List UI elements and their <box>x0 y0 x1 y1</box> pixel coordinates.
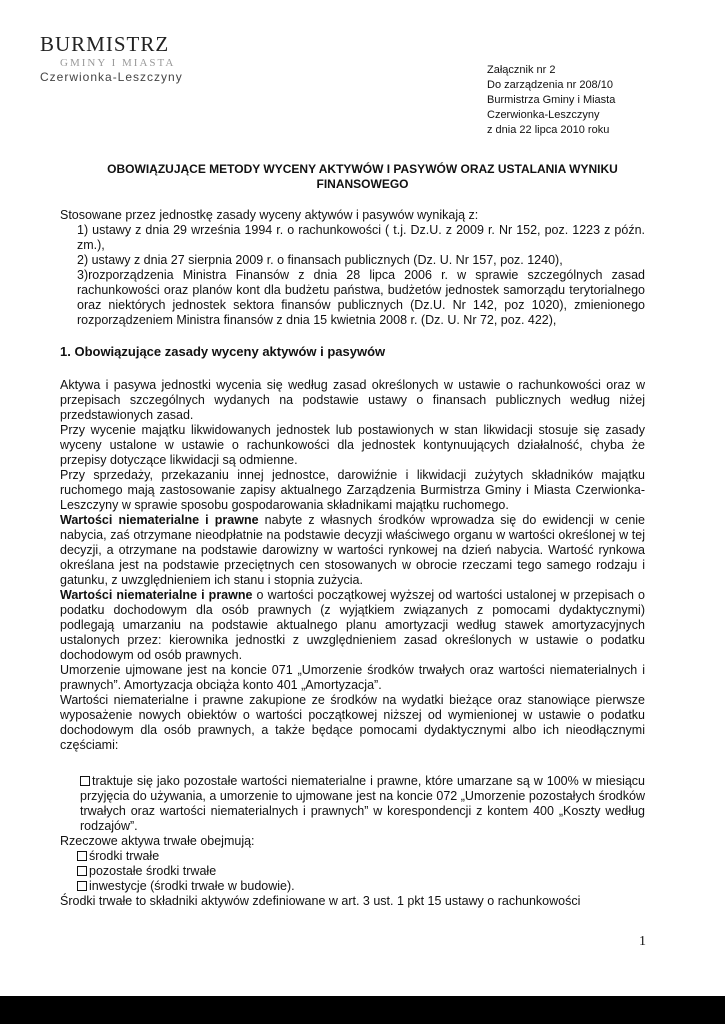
list-item <box>60 879 645 894</box>
annex-line: Do zarządzenia nr 208/10 <box>487 79 613 91</box>
document-body <box>60 208 645 909</box>
paragraph-text: traktuje się jako pozostałe wartości niematerialne i prawne, które umarzane są w 100% w miesiącu przyjęcia do używania, a umorzenie to ujmowane jest na koncie 072 „Umorzenie pozostałych środków trwałych oraz wartości niematerialnych i prawnych” w korespondencji z kontem 400 „Koszty według rodzajów”. <box>80 774 645 833</box>
list-item-text: środki trwałe <box>89 849 160 863</box>
annex-reference <box>487 63 615 138</box>
burmistrz-stamp <box>40 32 183 84</box>
list-item-text: inwestycje (środki trwałe w budowie). <box>89 879 295 893</box>
scan-border <box>0 996 725 1024</box>
list-item <box>60 849 645 864</box>
law-item-3: 3)rozporządzenia Ministra Finansów z dnia 28 lipca 2006 r. w sprawie szczególnych zasad rachunkowości oraz planów kont dla budżetu państwa, budżetów jednostek samorządu terytorialnego oraz niektórych jednostek sektora finansów publicznych (Dz.U. Nr 142, poz 1020), zmienionego rozporządzeniem Ministra finansów z dnia 15 kwietnia 2008 r. (Dz. U. Nr 72, poz. 422), <box>77 268 645 327</box>
checkbox-bullet-icon <box>77 866 87 876</box>
bold-term: Wartości niematerialne i prawne <box>60 513 259 527</box>
law-item-2: 2) ustawy z dnia 27 sierpnia 2009 r. o finansach publicznych (Dz. U. Nr 157, poz. 1240), <box>77 253 563 267</box>
stamp-line-2: GMINY I MIASTA <box>60 57 176 69</box>
paragraph-fixed-assets-definition: Środki trwałe to składniki aktywów zdefiniowane w art. 3 ust. 1 pkt 15 ustawy o rachunkowości <box>60 894 581 908</box>
intro-paragraph: Stosowane przez jednostkę zasady wyceny aktywów i pasywów wynikają z: <box>60 208 479 222</box>
paragraph-tangible-assets: Rzeczowe aktywa trwałe obejmują: <box>60 834 255 848</box>
paragraph-liquidation: Przy wycenie majątku likwidowanych jednostek lub postawionych w stan likwidacji stosuje się zasady wyceny ustalone w ustawie o rachunkowości dla jednostek kontynuujących działalność, chyba że przepisy dotyczące likwidacji są odmienne. <box>60 423 645 467</box>
bold-term: Wartości niematerialne i prawne <box>60 588 253 602</box>
list-item <box>60 864 645 879</box>
page-number: 1 <box>639 934 646 949</box>
paragraph-sale-transfer: Przy sprzedaży, przekazaniu innej jednostce, darowiźnie i likwidacji zużytych składników majątku ruchomego mają zastosowanie zapisy aktualnego Zarządzenia Burmistrza Gminy i Miasta Czerwionka-Leszczyny w sprawie sposobu gospodarowania składnikami majątku ruchomego. <box>60 468 645 512</box>
checkbox-bullet-icon <box>77 881 87 891</box>
checkbox-bullet-icon <box>80 776 90 786</box>
annex-line: Czerwionka-Leszczyny <box>487 109 600 121</box>
paragraph-text: o wartości początkowej wyższej od wartości ustalonej w przepisach o podatku dochodowym dla osób prawnych (z wyjątkiem związanych z pomocami dydaktycznymi) podlegają umarzaniu na podstawie aktualnego planu amortyzacji według stawek amortyzacyjnych ustalonych przez: kierownika jednostki z uwzględnieniem zasad określonych w ustawie o podatku dochodowym od osób prawnych. <box>60 588 645 662</box>
stamp-title: BURMISTRZ <box>40 32 170 56</box>
document-title: OBOWIĄZUJĄCE METODY WYCENY AKTYWÓW I PASYWÓW ORAZ USTALANIA WYNIKU FINANSOWEGO <box>107 162 618 191</box>
stamp-line-3: Czerwionka-Leszczyny <box>40 70 183 84</box>
paragraph-depreciation-accounts: Umorzenie ujmowane jest na koncie 071 „Umorzenie środków trwałych oraz wartości niematerialnych i prawnych”. Amortyzacja obciąża konto 401 „Amortyzacja”. <box>60 663 645 692</box>
checkbox-bullet-icon <box>77 851 87 861</box>
paragraph-intangibles-acquisition <box>60 513 645 588</box>
section-heading: 1. Obowiązujące zasady wyceny aktywów i pasywów <box>60 344 386 359</box>
paragraph-full-write-off <box>60 774 645 834</box>
annex-line: Załącznik nr 2 <box>487 64 556 76</box>
paragraph-low-value-intangibles: Wartości niematerialne i prawne zakupione ze środków na wydatki bieżące oraz stanowiące pierwsze wyposażenie nowych obiektów o wartości początkowej niższej od wymienionej w ustawie o podatku dochodowym dla osób prawnych, a także będące pomocami dydaktycznymi albo ich nieodłącznymi częściami: <box>60 693 645 752</box>
list-item-text: pozostałe środki trwałe <box>89 864 217 878</box>
annex-line: z dnia 22 lipca 2010 roku <box>487 124 610 136</box>
paragraph-intangibles-amortization <box>60 588 645 663</box>
paragraph-valuation-rules: Aktywa i pasywa jednostki wycenia się według zasad określonych w ustawie o rachunkowości oraz w przepisach szczególnych wydanych na podstawie ustawy o finansach publicznych według niżej przedstawionych zasad. <box>60 378 645 422</box>
annex-line: Burmistrza Gminy i Miasta <box>487 94 616 106</box>
paragraph-text: nabyte z własnych środków wprowadza się do ewidencji w cenie nabycia, zaś otrzymane nieodpłatnie na podstawie decyzji właściwego organu w wartości określonej w tej decyzji, a otrzymane na podstawie darowizny w wartości rynkowej na dzień nabycia. Wartość rynkowa określana jest na podstawie przeciętnych cen stosowanych w obrocie rzeczami tego samego rodzaju i gatunku, z uwzględnieniem ich stanu i stopnia zużycia. <box>60 513 645 587</box>
law-item-1: 1) ustawy z dnia 29 września 1994 r. o rachunkowości ( t.j. Dz.U. z 2009 r. Nr 152, poz. 1223 z późn. zm.), <box>77 223 645 252</box>
